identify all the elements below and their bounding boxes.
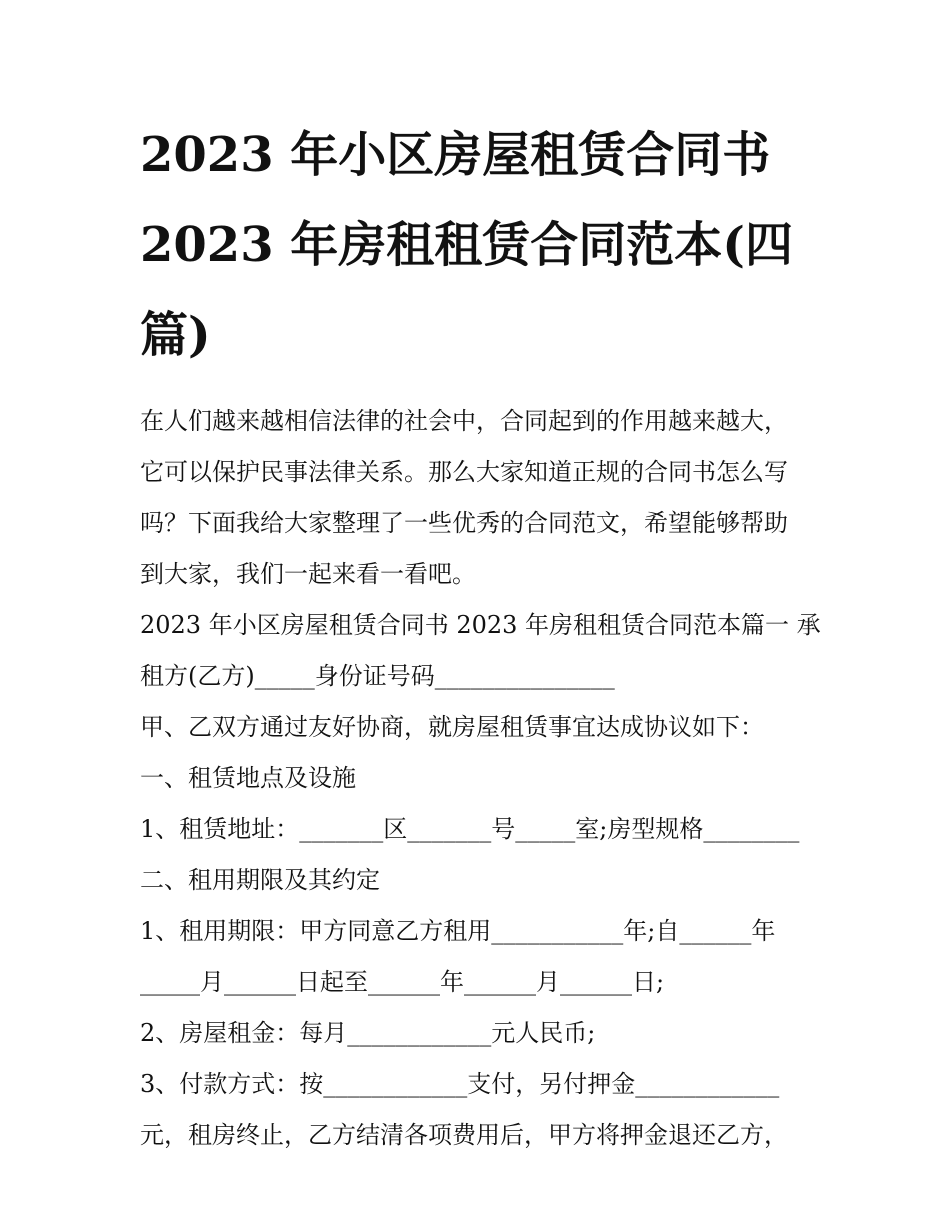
clause-deposit-line: 元，租房终止，乙方结清各项费用后，甲方将押金退还乙方， [140, 1121, 788, 1149]
intro-line-4: 到大家，我们一起来看一看吧。 [140, 560, 476, 588]
title-line-3: 篇) [140, 307, 211, 363]
document-title [140, 110, 820, 380]
document-page [140, 110, 820, 1161]
intro-line-1: 在人们越来越相信法律的社会中，合同起到的作用越来越大， [140, 407, 788, 435]
clause-heading-2: 二、租用期限及其约定 [140, 866, 380, 894]
agreement-intro-line: 甲、乙双方通过友好协商，就房屋租赁事宜达成协议如下： [140, 713, 764, 741]
title-line-1: 2023 年小区房屋租赁合同书 [140, 127, 771, 183]
clause-term-line-1: 1、租用期限：甲方同意乙方租用___________年;自______年 [140, 917, 776, 945]
clause-heading-1: 一、租赁地点及设施 [140, 764, 356, 792]
document-body [140, 396, 820, 1161]
clause-payment-line: 3、付款方式：按____________支付，另付押金____________ [140, 1070, 780, 1098]
section-heading-line-1: 2023 年小区房屋租赁合同书 2023 年房租租赁合同范本篇一 承 [140, 611, 821, 639]
intro-line-2: 它可以保护民事法律关系。那么大家知道正规的合同书怎么写 [140, 458, 788, 486]
tenant-info-line: 租方(乙方)_____身份证号码_______________ [140, 662, 615, 690]
clause-term-line-2: _____月______日起至______年______月______日; [140, 968, 665, 996]
title-line-2: 2023 年房租租赁合同范本(四 [140, 217, 794, 273]
clause-address-line: 1、租赁地址：_______区_______号_____室;房型规格________ [140, 815, 800, 843]
clause-rent-line: 2、房屋租金：每月____________元人民币; [140, 1019, 596, 1047]
intro-line-3: 吗？下面我给大家整理了一些优秀的合同范文，希望能够帮助 [140, 509, 788, 537]
